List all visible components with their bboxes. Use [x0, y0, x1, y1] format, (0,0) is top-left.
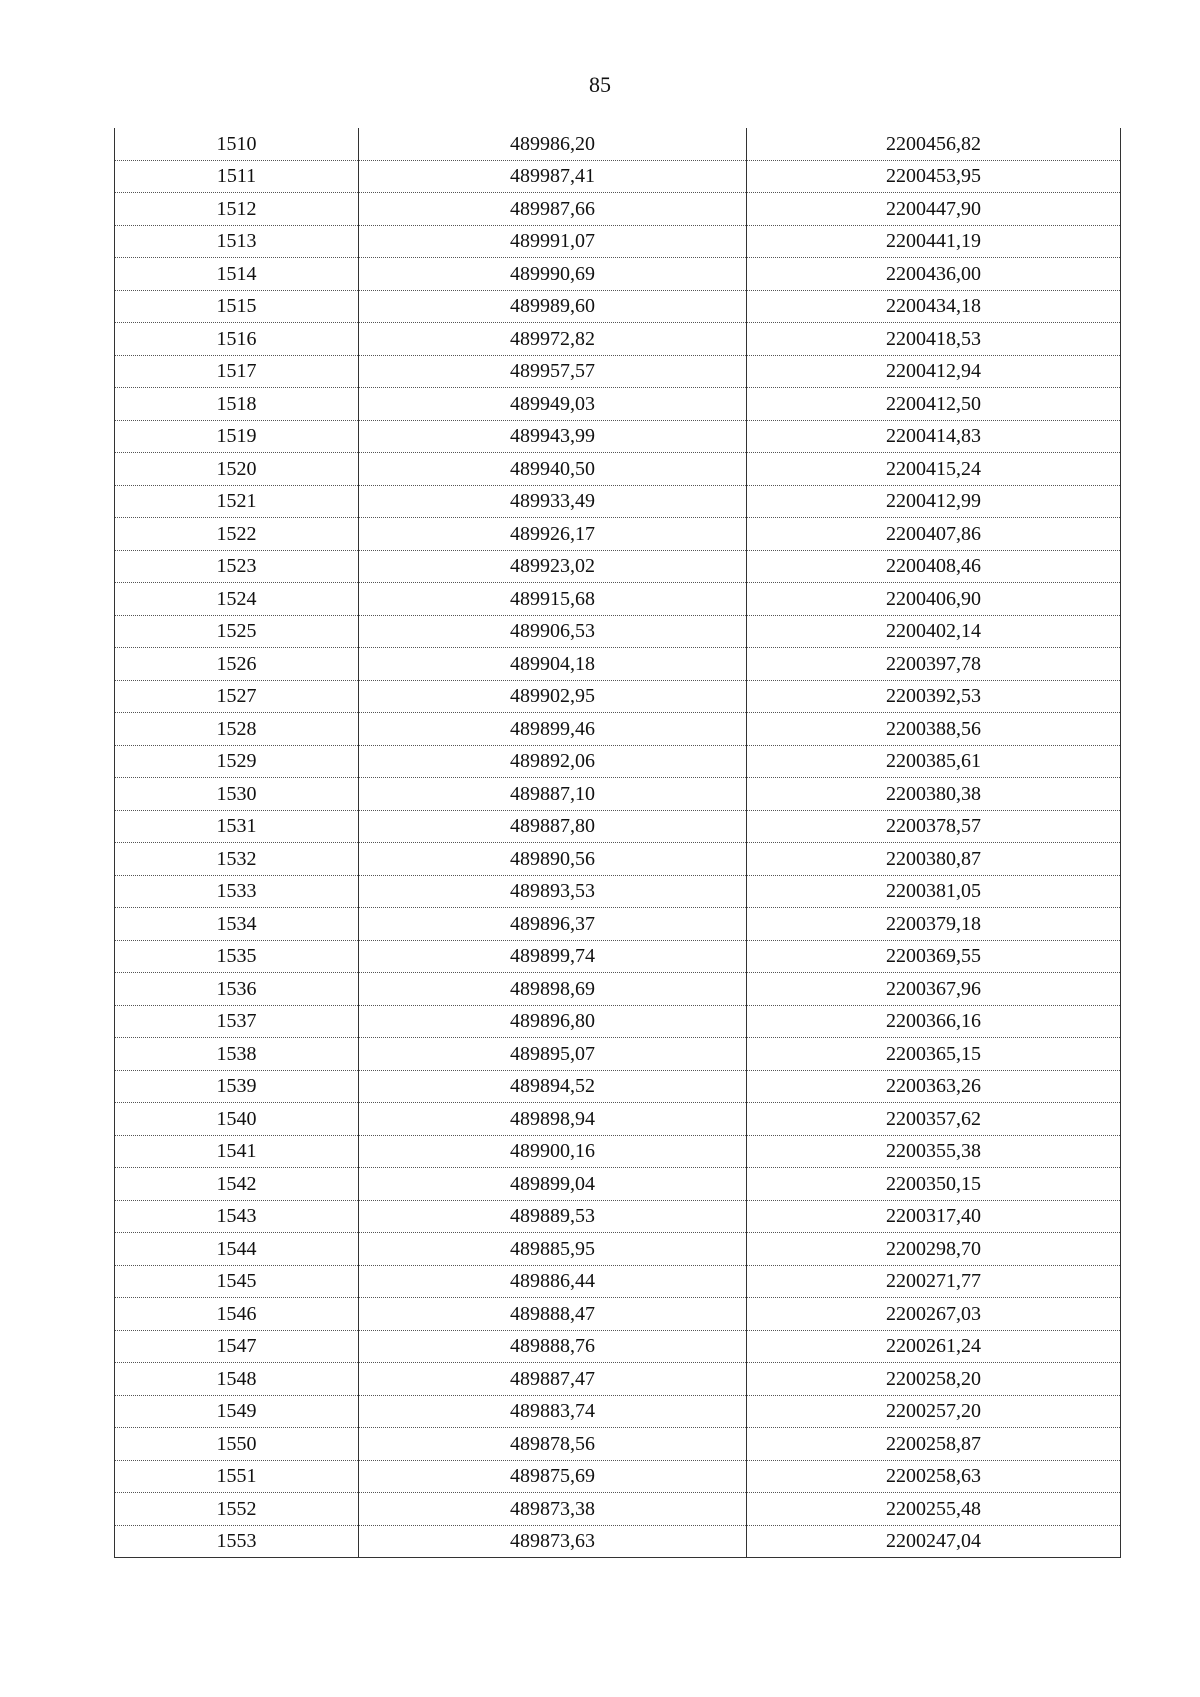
x-coordinate-cell: 489926,17	[359, 518, 747, 551]
table-row	[115, 1460, 1121, 1493]
x-coordinate-cell: 489896,80	[359, 1005, 747, 1038]
point-number-cell: 1551	[115, 1460, 359, 1493]
table-row	[115, 1200, 1121, 1233]
point-number-cell: 1534	[115, 908, 359, 941]
y-coordinate-cell: 2200407,86	[747, 518, 1121, 551]
x-coordinate-cell: 489875,69	[359, 1460, 747, 1493]
y-coordinate-cell: 2200369,55	[747, 940, 1121, 973]
y-coordinate-cell: 2200456,82	[747, 128, 1121, 160]
point-number-cell: 1521	[115, 485, 359, 518]
point-number-cell: 1528	[115, 713, 359, 746]
x-coordinate-cell: 489906,53	[359, 615, 747, 648]
point-number-cell: 1539	[115, 1070, 359, 1103]
table-row	[115, 680, 1121, 713]
y-coordinate-cell: 2200379,18	[747, 908, 1121, 941]
table-row	[115, 1428, 1121, 1461]
page-number: 85	[589, 72, 611, 97]
x-coordinate-cell: 489878,56	[359, 1428, 747, 1461]
x-coordinate-cell: 489892,06	[359, 745, 747, 778]
table-row	[115, 1038, 1121, 1071]
point-number-cell: 1541	[115, 1135, 359, 1168]
y-coordinate-cell: 2200453,95	[747, 160, 1121, 193]
x-coordinate-cell: 489899,74	[359, 940, 747, 973]
y-coordinate-cell: 2200447,90	[747, 193, 1121, 226]
point-number-cell: 1516	[115, 323, 359, 356]
point-number-cell: 1542	[115, 1168, 359, 1201]
y-coordinate-cell: 2200255,48	[747, 1493, 1121, 1526]
point-number-cell: 1538	[115, 1038, 359, 1071]
y-coordinate-cell: 2200350,15	[747, 1168, 1121, 1201]
point-number-cell: 1519	[115, 420, 359, 453]
x-coordinate-cell: 489949,03	[359, 388, 747, 421]
x-coordinate-cell: 489904,18	[359, 648, 747, 681]
point-number-cell: 1527	[115, 680, 359, 713]
table-row	[115, 453, 1121, 486]
y-coordinate-cell: 2200441,19	[747, 225, 1121, 258]
x-coordinate-cell: 489885,95	[359, 1233, 747, 1266]
y-coordinate-cell: 2200436,00	[747, 258, 1121, 291]
x-coordinate-cell: 489989,60	[359, 290, 747, 323]
x-coordinate-cell: 489987,41	[359, 160, 747, 193]
point-number-cell: 1532	[115, 843, 359, 876]
point-number-cell: 1550	[115, 1428, 359, 1461]
y-coordinate-cell: 2200385,61	[747, 745, 1121, 778]
x-coordinate-cell: 489990,69	[359, 258, 747, 291]
x-coordinate-cell: 489987,66	[359, 193, 747, 226]
point-number-cell: 1540	[115, 1103, 359, 1136]
y-coordinate-cell: 2200258,63	[747, 1460, 1121, 1493]
table-row	[115, 1265, 1121, 1298]
table-row	[115, 1070, 1121, 1103]
table-row	[115, 258, 1121, 291]
y-coordinate-cell: 2200380,38	[747, 778, 1121, 811]
y-coordinate-cell: 2200381,05	[747, 875, 1121, 908]
table-row	[115, 810, 1121, 843]
x-coordinate-cell: 489986,20	[359, 128, 747, 160]
x-coordinate-cell: 489900,16	[359, 1135, 747, 1168]
x-coordinate-cell: 489899,04	[359, 1168, 747, 1201]
table-row	[115, 1330, 1121, 1363]
point-number-cell: 1552	[115, 1493, 359, 1526]
table-row	[115, 1525, 1121, 1558]
table-row	[115, 1168, 1121, 1201]
point-number-cell: 1525	[115, 615, 359, 648]
y-coordinate-cell: 2200406,90	[747, 583, 1121, 616]
table-row	[115, 1493, 1121, 1526]
table-row	[115, 778, 1121, 811]
table-row	[115, 1103, 1121, 1136]
x-coordinate-cell: 489957,57	[359, 355, 747, 388]
y-coordinate-cell: 2200257,20	[747, 1395, 1121, 1428]
point-number-cell: 1537	[115, 1005, 359, 1038]
y-coordinate-cell: 2200367,96	[747, 973, 1121, 1006]
table-row	[115, 583, 1121, 616]
point-number-cell: 1547	[115, 1330, 359, 1363]
y-coordinate-cell: 2200365,15	[747, 1038, 1121, 1071]
x-coordinate-cell: 489898,94	[359, 1103, 747, 1136]
y-coordinate-cell: 2200415,24	[747, 453, 1121, 486]
table-row	[115, 1363, 1121, 1396]
y-coordinate-cell: 2200397,78	[747, 648, 1121, 681]
table-row	[115, 225, 1121, 258]
y-coordinate-cell: 2200298,70	[747, 1233, 1121, 1266]
point-number-cell: 1536	[115, 973, 359, 1006]
x-coordinate-cell: 489972,82	[359, 323, 747, 356]
y-coordinate-cell: 2200418,53	[747, 323, 1121, 356]
y-coordinate-cell: 2200357,62	[747, 1103, 1121, 1136]
coordinates-table-body	[115, 128, 1121, 1558]
x-coordinate-cell: 489902,95	[359, 680, 747, 713]
y-coordinate-cell: 2200388,56	[747, 713, 1121, 746]
point-number-cell: 1545	[115, 1265, 359, 1298]
table-row	[115, 973, 1121, 1006]
y-coordinate-cell: 2200412,50	[747, 388, 1121, 421]
table-row	[115, 323, 1121, 356]
y-coordinate-cell: 2200363,26	[747, 1070, 1121, 1103]
table-row	[115, 193, 1121, 226]
point-number-cell: 1549	[115, 1395, 359, 1428]
point-number-cell: 1553	[115, 1525, 359, 1558]
point-number-cell: 1533	[115, 875, 359, 908]
table-row	[115, 1298, 1121, 1331]
y-coordinate-cell: 2200392,53	[747, 680, 1121, 713]
y-coordinate-cell: 2200258,20	[747, 1363, 1121, 1396]
point-number-cell: 1511	[115, 160, 359, 193]
point-number-cell: 1544	[115, 1233, 359, 1266]
y-coordinate-cell: 2200378,57	[747, 810, 1121, 843]
y-coordinate-cell: 2200261,24	[747, 1330, 1121, 1363]
point-number-cell: 1512	[115, 193, 359, 226]
table-row	[115, 940, 1121, 973]
table-row	[115, 615, 1121, 648]
x-coordinate-cell: 489894,52	[359, 1070, 747, 1103]
point-number-cell: 1514	[115, 258, 359, 291]
table-row	[115, 160, 1121, 193]
table-row	[115, 290, 1121, 323]
y-coordinate-cell: 2200414,83	[747, 420, 1121, 453]
x-coordinate-cell: 489899,46	[359, 713, 747, 746]
table-row	[115, 875, 1121, 908]
x-coordinate-cell: 489893,53	[359, 875, 747, 908]
x-coordinate-cell: 489888,47	[359, 1298, 747, 1331]
y-coordinate-cell: 2200380,87	[747, 843, 1121, 876]
x-coordinate-cell: 489883,74	[359, 1395, 747, 1428]
point-number-cell: 1546	[115, 1298, 359, 1331]
point-number-cell: 1548	[115, 1363, 359, 1396]
x-coordinate-cell: 489888,76	[359, 1330, 747, 1363]
point-number-cell: 1530	[115, 778, 359, 811]
x-coordinate-cell: 489895,07	[359, 1038, 747, 1071]
table-row	[115, 713, 1121, 746]
table-row	[115, 648, 1121, 681]
table-row	[115, 355, 1121, 388]
x-coordinate-cell: 489943,99	[359, 420, 747, 453]
x-coordinate-cell: 489887,10	[359, 778, 747, 811]
x-coordinate-cell: 489923,02	[359, 550, 747, 583]
point-number-cell: 1531	[115, 810, 359, 843]
point-number-cell: 1513	[115, 225, 359, 258]
table-row	[115, 745, 1121, 778]
point-number-cell: 1517	[115, 355, 359, 388]
point-number-cell: 1526	[115, 648, 359, 681]
table-row	[115, 485, 1121, 518]
x-coordinate-cell: 489887,80	[359, 810, 747, 843]
x-coordinate-cell: 489933,49	[359, 485, 747, 518]
table-row	[115, 908, 1121, 941]
table-row	[115, 128, 1121, 160]
y-coordinate-cell: 2200317,40	[747, 1200, 1121, 1233]
table-row	[115, 420, 1121, 453]
table-row	[115, 1233, 1121, 1266]
y-coordinate-cell: 2200402,14	[747, 615, 1121, 648]
point-number-cell: 1520	[115, 453, 359, 486]
table-row	[115, 550, 1121, 583]
point-number-cell: 1543	[115, 1200, 359, 1233]
table-row	[115, 1135, 1121, 1168]
point-number-cell: 1518	[115, 388, 359, 421]
table-row	[115, 388, 1121, 421]
point-number-cell: 1510	[115, 128, 359, 160]
x-coordinate-cell: 489873,63	[359, 1525, 747, 1558]
y-coordinate-cell: 2200412,99	[747, 485, 1121, 518]
y-coordinate-cell: 2200355,38	[747, 1135, 1121, 1168]
x-coordinate-cell: 489898,69	[359, 973, 747, 1006]
x-coordinate-cell: 489873,38	[359, 1493, 747, 1526]
table-row	[115, 1005, 1121, 1038]
y-coordinate-cell: 2200412,94	[747, 355, 1121, 388]
x-coordinate-cell: 489940,50	[359, 453, 747, 486]
x-coordinate-cell: 489896,37	[359, 908, 747, 941]
x-coordinate-cell: 489889,53	[359, 1200, 747, 1233]
point-number-cell: 1535	[115, 940, 359, 973]
point-number-cell: 1524	[115, 583, 359, 616]
y-coordinate-cell: 2200267,03	[747, 1298, 1121, 1331]
point-number-cell: 1523	[115, 550, 359, 583]
table-row	[115, 518, 1121, 551]
y-coordinate-cell: 2200271,77	[747, 1265, 1121, 1298]
y-coordinate-cell: 2200258,87	[747, 1428, 1121, 1461]
x-coordinate-cell: 489886,44	[359, 1265, 747, 1298]
y-coordinate-cell: 2200247,04	[747, 1525, 1121, 1558]
x-coordinate-cell: 489991,07	[359, 225, 747, 258]
point-number-cell: 1529	[115, 745, 359, 778]
point-number-cell: 1522	[115, 518, 359, 551]
x-coordinate-cell: 489890,56	[359, 843, 747, 876]
y-coordinate-cell: 2200366,16	[747, 1005, 1121, 1038]
table-row	[115, 1395, 1121, 1428]
point-number-cell: 1515	[115, 290, 359, 323]
y-coordinate-cell: 2200408,46	[747, 550, 1121, 583]
x-coordinate-cell: 489915,68	[359, 583, 747, 616]
table-row	[115, 843, 1121, 876]
y-coordinate-cell: 2200434,18	[747, 290, 1121, 323]
x-coordinate-cell: 489887,47	[359, 1363, 747, 1396]
coordinates-table	[114, 128, 1121, 1558]
